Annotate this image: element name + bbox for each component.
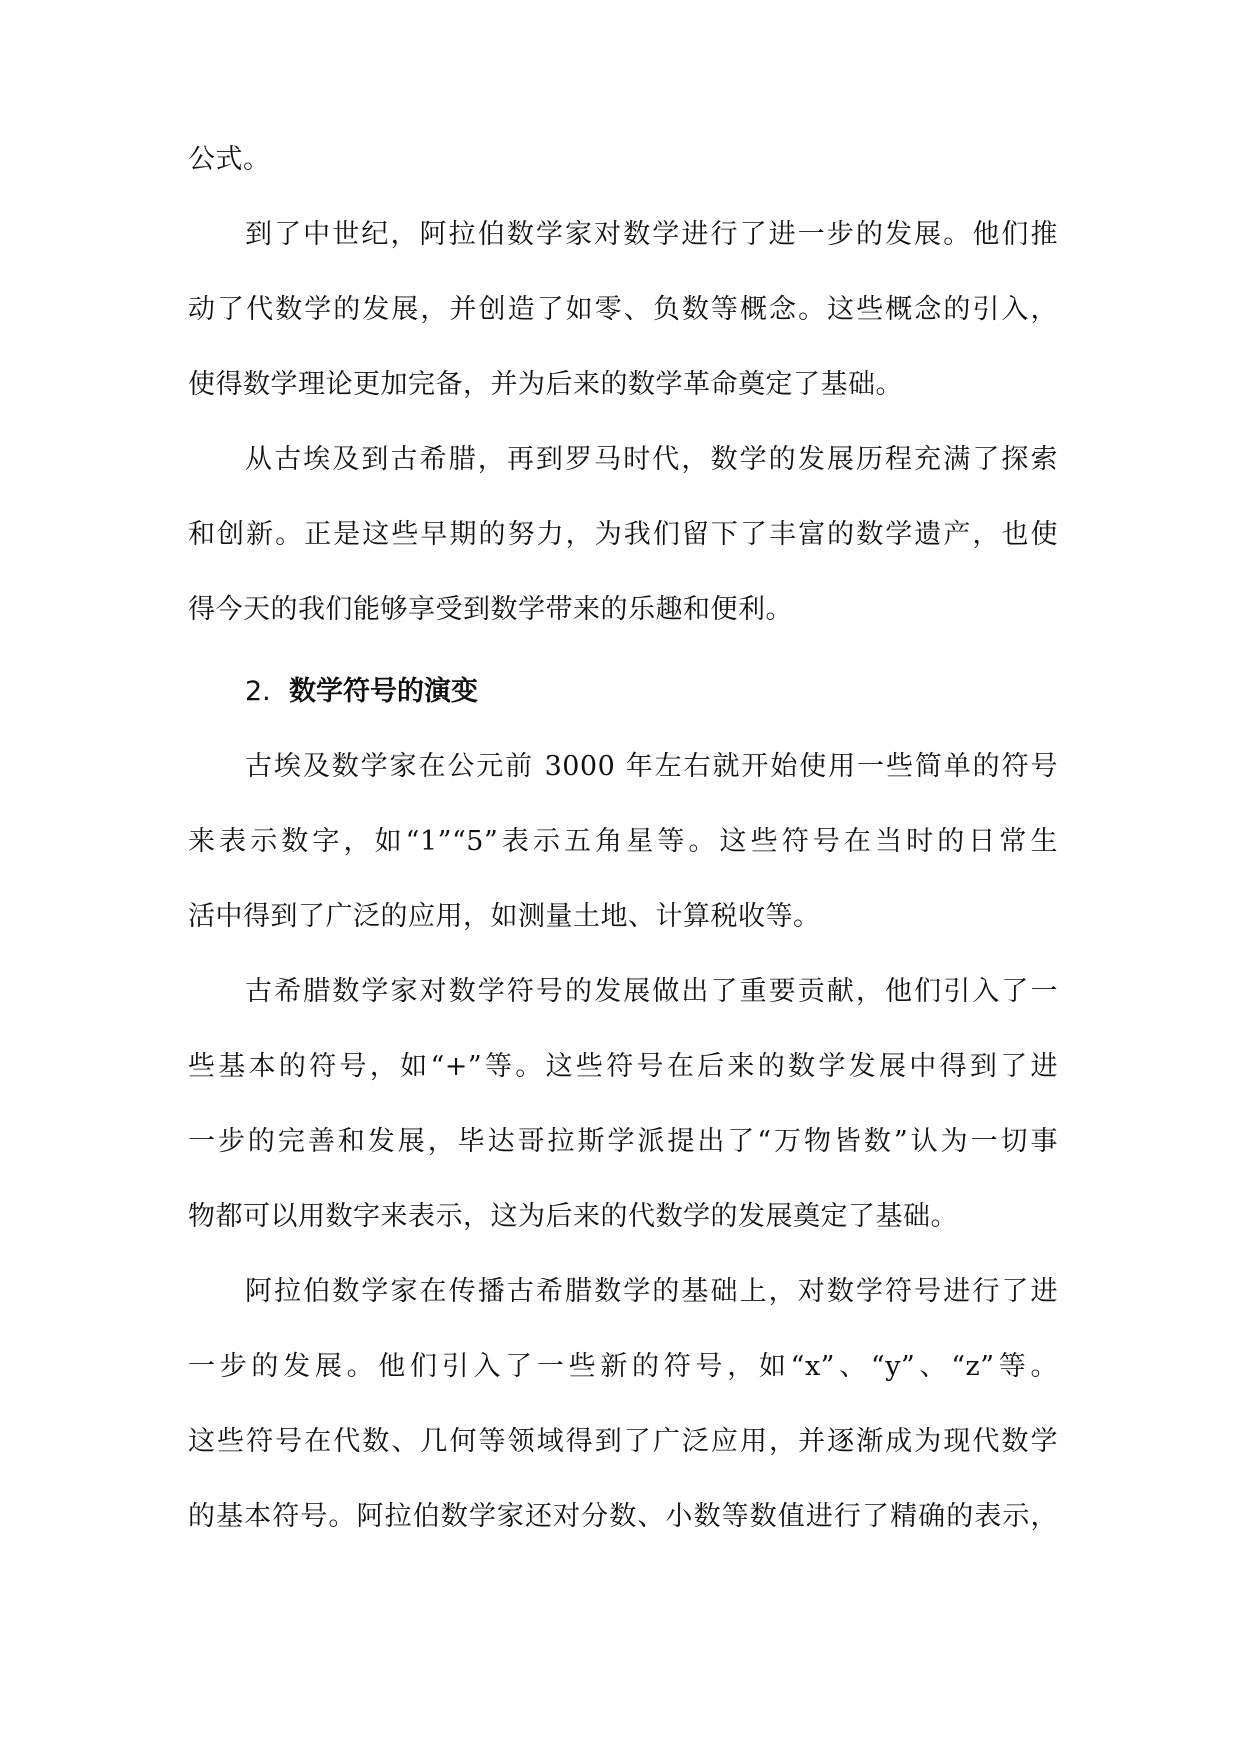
- text-line: 得今天的我们能够享受到数学带来的乐趣和便利。: [188, 594, 793, 625]
- text-line: 使得数学理论更加完备，并为后来的数学革命奠定了基础。: [188, 369, 903, 400]
- text-line: 的基本符号。阿拉伯数学家还对分数、小数等数值进行了精确的表示，: [188, 1501, 1058, 1532]
- paragraph-continuation: [188, 140, 1058, 180]
- section-title: 数学符号的演变: [289, 676, 478, 707]
- paragraph-arabic: [188, 1272, 1058, 1537]
- document-body: [188, 140, 1058, 1572]
- section-number: 2.: [245, 676, 271, 707]
- text-line: 些基本的符号，如“+”等。这些符号在后来的数学发展中得到了进: [188, 1051, 1058, 1082]
- text-line: 古埃及数学家在公元前 3000 年左右就开始使用一些简单的符号: [245, 751, 1058, 782]
- section-heading: [245, 672, 1058, 712]
- text-line: 来表示数字，如“1”“5”表示五角星等。这些符号在当时的日常生: [188, 826, 1058, 857]
- text-line: 阿拉伯数学家在传播古希腊数学的基础上，对数学符号进行了进: [245, 1276, 1058, 1307]
- text-line: 古希腊数学家对数学符号的发展做出了重要贡献，他们引入了一: [245, 976, 1058, 1007]
- paragraph-summary: [188, 440, 1058, 630]
- text-line: 从古埃及到古希腊，再到罗马时代，数学的发展历程充满了探索: [245, 444, 1058, 475]
- text-line: 到了中世纪，阿拉伯数学家对数学进行了进一步的发展。他们推: [245, 219, 1058, 250]
- paragraph-medieval: [188, 215, 1058, 405]
- paragraph-egypt: [188, 747, 1058, 937]
- text-line: 动了代数学的发展，并创造了如零、负数等概念。这些概念的引入，: [188, 294, 1058, 325]
- paragraph-greece: [188, 972, 1058, 1237]
- text-line: 一步的发展。他们引入了一些新的符号，如“x”、“y”、“z”等。: [188, 1351, 1058, 1382]
- text-line: 公式。: [188, 144, 271, 175]
- text-line: 一步的完善和发展，毕达哥拉斯学派提出了“万物皆数”认为一切事: [188, 1126, 1058, 1157]
- text-line: 活中得到了广泛的应用，如测量土地、计算税收等。: [188, 901, 821, 932]
- text-line: 这些符号在代数、几何等领域得到了广泛应用，并逐渐成为现代数学: [188, 1426, 1058, 1457]
- text-line: 和创新。正是这些早期的努力，为我们留下了丰富的数学遗产，也使: [188, 519, 1058, 550]
- text-line: 物都可以用数字来表示，这为后来的代数学的发展奠定了基础。: [188, 1201, 958, 1232]
